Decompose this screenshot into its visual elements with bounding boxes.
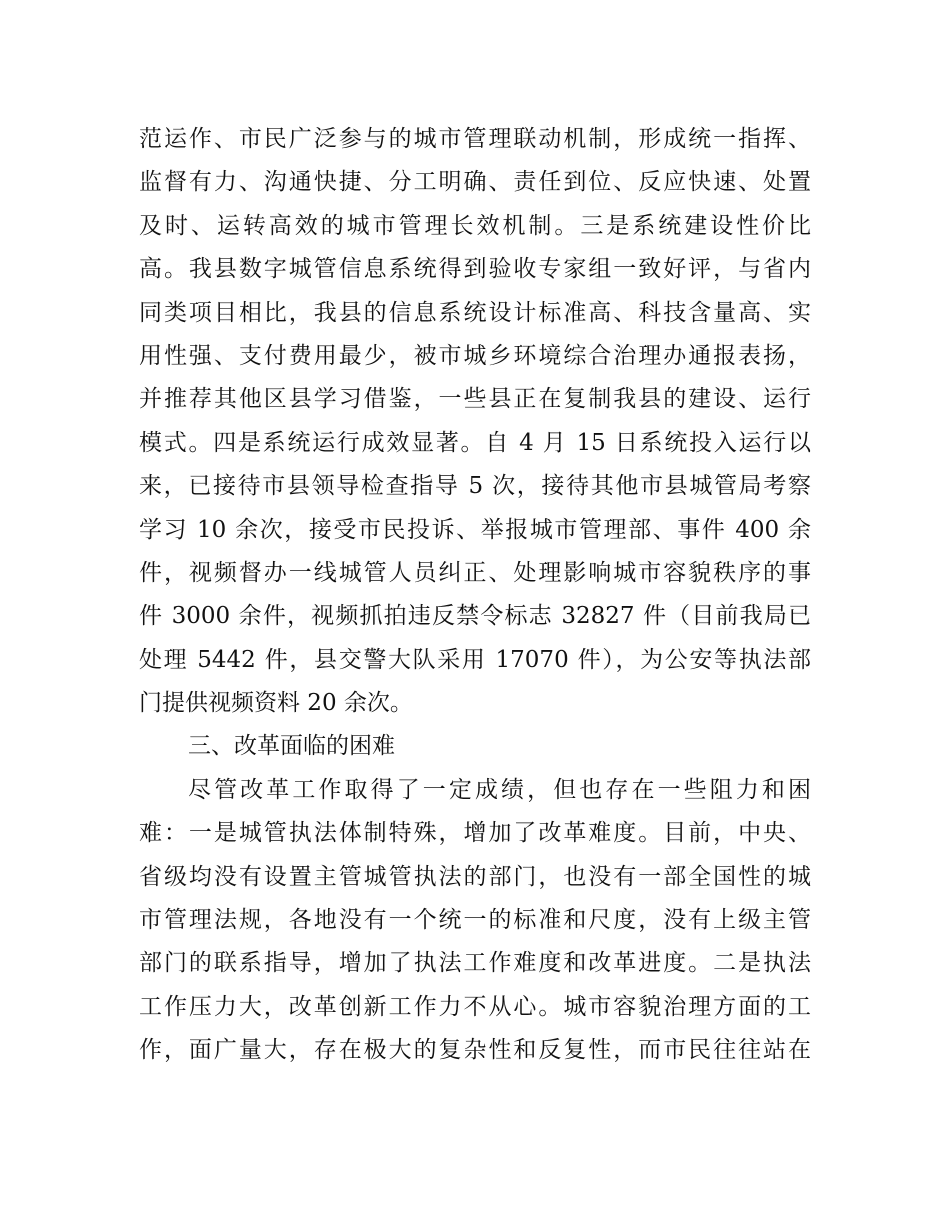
text-line: 部门的联系指导，增加了执法工作难度和改革进度。二是执法 [139,950,811,977]
text-line: 学习 10 余次，接受市民投诉、举报城市管理部、事件 400 余 [139,516,811,543]
text-line: 市管理法规，各地没有一个统一的标准和尺度，没有上级主管 [139,907,811,934]
paragraph-reform-difficulties [139,769,811,1073]
text-line: 作，面广量大，存在极大的复杂性和反复性，而市民往往站在 [139,1037,811,1064]
text-line: 高。我县数字城管信息系统得到验收专家组一致好评，与省内 [139,256,811,283]
text-line: 件 3000 余件，视频抓拍违反禁令标志 32827 件（目前我局已 [139,603,811,630]
text-line: 模式。四是系统运行成效显著。自 4 月 15 日系统投入运行以 [139,429,811,456]
text-line: 省级均没有设置主管城管执法的部门，也没有一部全国性的城 [139,863,811,890]
text-line: 处理 5442 件，县交警大队采用 17070 件），为公安等执法部 [139,646,811,673]
text-line: 难：一是城管执法体制特殊，增加了改革难度。目前，中央、 [139,820,811,847]
text-line: 监督有力、沟通快捷、分工明确、责任到位、反应快速、处置 [139,169,811,196]
text-line: 及时、运转高效的城市管理长效机制。三是系统建设性价比 [139,212,811,239]
text-line: 门提供视频资料 20 余次。 [139,690,413,717]
paragraph-system-results [139,118,811,725]
text-line: 工作压力大，改革创新工作力不从心。城市容貌治理方面的工 [139,993,811,1020]
section-heading: 三、改革面临的困难 [188,733,395,760]
document-body [139,118,811,1073]
text-line: 尽管改革工作取得了一定成绩，但也存在一些阻力和困 [188,776,811,803]
text-line: 件，视频督办一线城管人员纠正、处理影响城市容貌秩序的事 [139,559,811,586]
text-line: 来，已接待市县领导检查指导 5 次，接待其他市县城管局考察 [139,473,811,500]
text-line: 同类项目相比，我县的信息系统设计标准高、科技含量高、实 [139,299,811,326]
text-line: 范运作、市民广泛参与的城市管理联动机制，形成统一指挥、 [139,126,811,152]
text-line: 并推荐其他区县学习借鉴，一些县正在复制我县的建设、运行 [139,386,811,413]
text-line: 用性强、支付费用最少，被市城乡环境综合治理办通报表扬， [139,342,811,369]
